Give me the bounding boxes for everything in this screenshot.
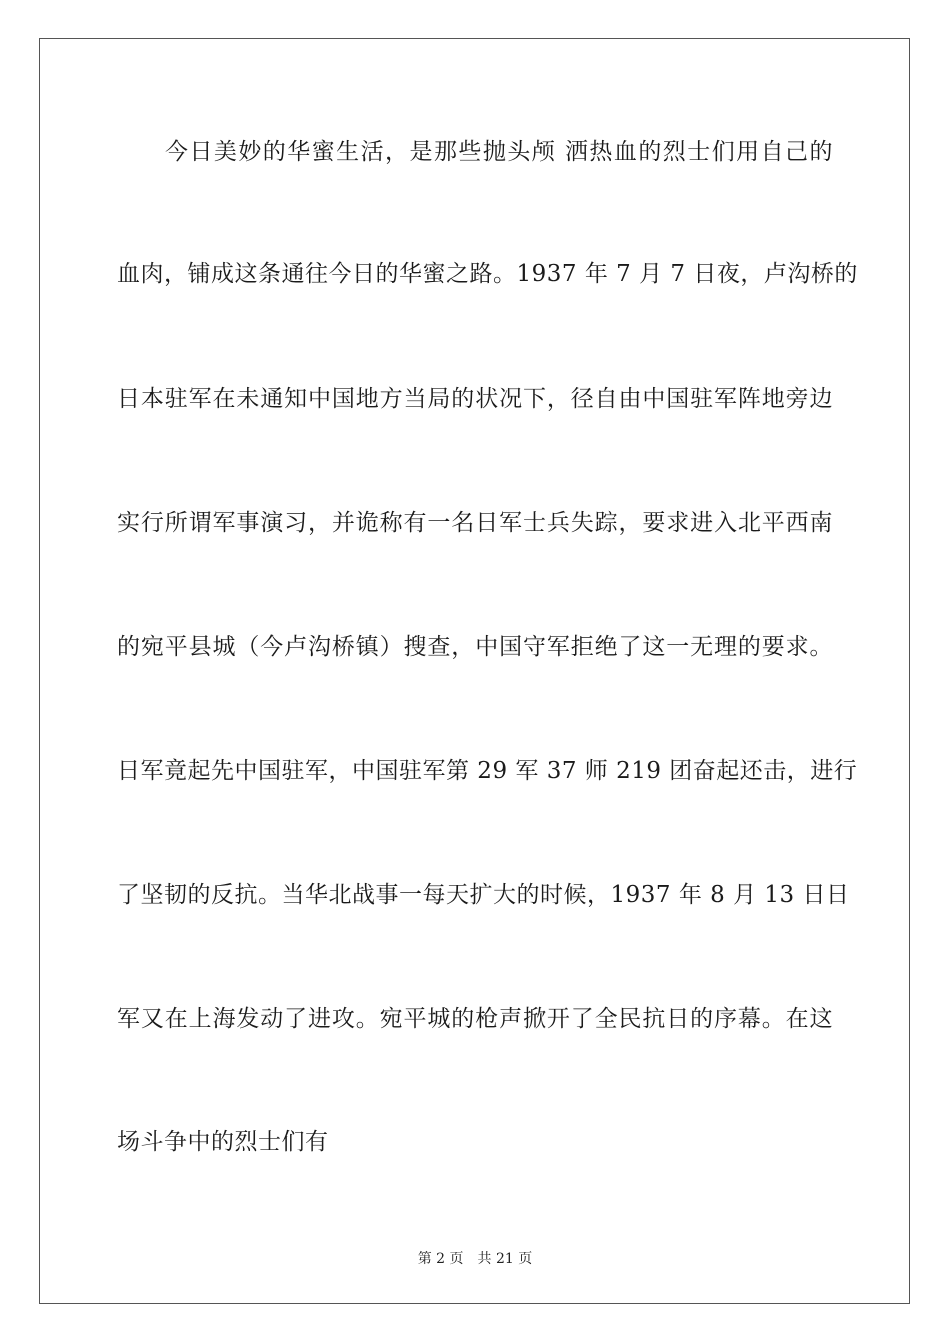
page-footer — [0, 1250, 950, 1268]
paragraph-line: 今日美妙的华蜜生活，是那些抛头颅 洒热血的烈士们用自己的 — [165, 139, 833, 165]
paragraph-line: 实行所谓军事演习，并诡称有一名日军士兵失踪，要求进入北平西南 — [117, 510, 833, 536]
paragraph-line: 的宛平县城（今卢沟桥镇）搜查，中国守军拒绝了这一无理的要求。 — [117, 634, 833, 660]
paragraph-line: 日本驻军在未通知中国地方当局的状况下，径自由中国驻军阵地旁边 — [117, 386, 833, 412]
paragraph-line: 军又在上海发动了进攻。宛平城的枪声掀开了全民抗日的序幕。在这 — [117, 1006, 833, 1032]
page-number: 第 2 页 — [417, 1251, 464, 1267]
paragraph-line: 日军竟起先中国驻军，中国驻军第 29 军 37 师 219 团奋起还击，进行 — [117, 758, 858, 784]
paragraph-line: 场斗争中的烈士们有 — [117, 1129, 329, 1155]
page-border — [39, 38, 910, 1304]
paragraph-line: 了坚韧的反抗。当华北战事一每天扩大的时候，1937 年 8 月 13 日日 — [117, 882, 850, 908]
total-pages: 共 21 页 — [477, 1251, 533, 1267]
paragraph-line: 血肉，铺成这条通往今日的华蜜之路。1937 年 7 月 7 日夜，卢沟桥的 — [117, 261, 858, 287]
